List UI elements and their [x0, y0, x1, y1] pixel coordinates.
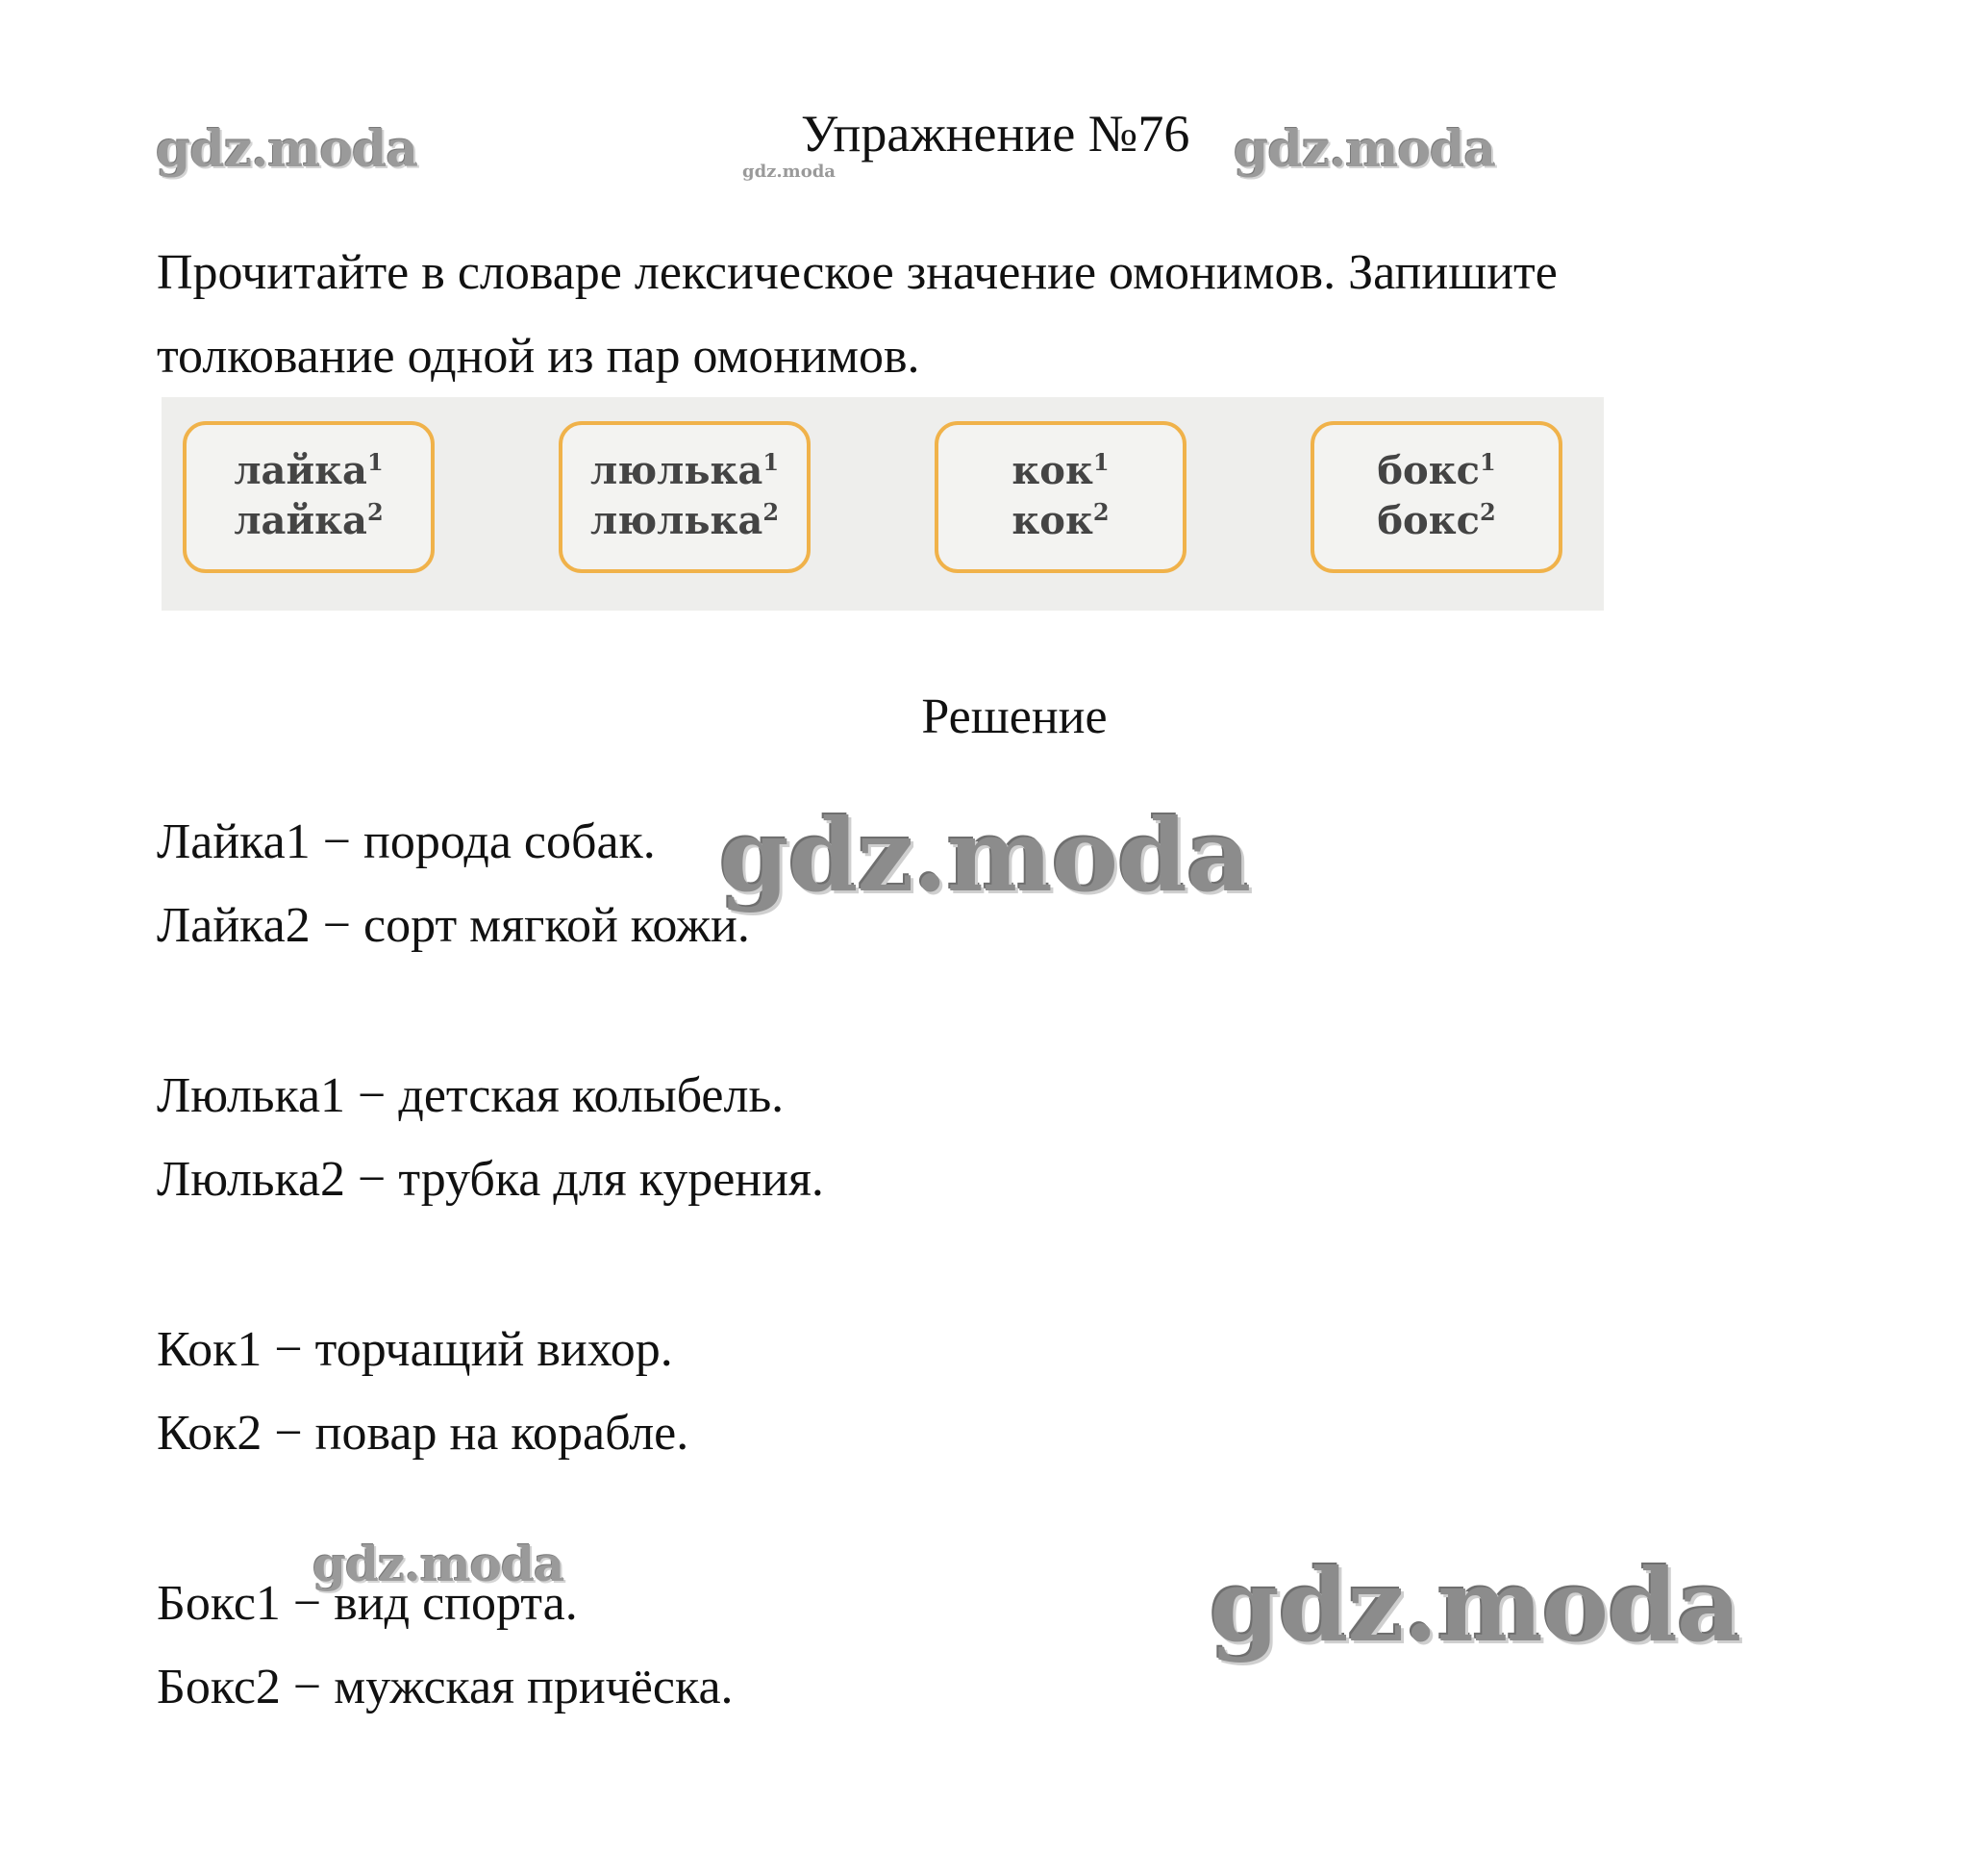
word-box-boks — [1311, 421, 1562, 573]
exercise-title: Упражнение №76 — [801, 105, 1190, 163]
answer-boks-1: Бокс1 − вид спорта. — [157, 1576, 578, 1631]
watermark-bottom-small: gdz.moda — [312, 1536, 564, 1592]
instruction-text — [157, 231, 1887, 398]
watermark-top-right: gdz.moda — [1234, 120, 1496, 179]
solution-title: Решение — [921, 689, 1108, 744]
watermark-middle: gdz.moda — [719, 796, 1251, 914]
word-lyulka-1: люлька$^1$ — [589, 448, 780, 493]
word-laika-2: лайка$^2$ — [234, 498, 384, 543]
homonym-word-strip — [162, 397, 1604, 611]
word-box-lyulka — [559, 421, 811, 573]
answer-laika-1: Лайка1 − порода собак. — [157, 814, 656, 869]
answer-kok-2: Кок2 − повар на корабле. — [157, 1406, 689, 1461]
word-boks-2: бокс$^2$ — [1377, 498, 1496, 543]
watermark-top-left: gdz.moda — [156, 120, 418, 179]
watermark-tiny: gdz.moda — [742, 162, 836, 182]
instruction-line-1: Прочитайте в словаре лексическое значение омонимов. Запишите — [157, 245, 1558, 300]
answer-laika-2: Лайка2 − сорт мягкой кожи. — [157, 898, 750, 953]
answer-lyulka-1: Люлька1 − детская колыбель. — [157, 1068, 785, 1123]
answer-kok-1: Кок1 − торчащий вихор. — [157, 1322, 673, 1377]
instruction-line-2: толкование одной из пар омонимов. — [157, 329, 920, 384]
watermark-bottom-right: gdz.moda — [1210, 1546, 1741, 1664]
answer-lyulka-2: Люлька2 − трубка для курения. — [157, 1152, 824, 1207]
word-kok-2: кок$^2$ — [1011, 498, 1110, 543]
word-lyulka-2: люлька$^2$ — [589, 498, 780, 543]
answer-boks-2: Бокс2 − мужская причёска. — [157, 1660, 734, 1714]
word-kok-1: кок$^1$ — [1011, 448, 1110, 493]
word-box-laika — [183, 421, 435, 573]
word-laika-1: лайка$^1$ — [234, 448, 384, 493]
word-box-kok — [935, 421, 1186, 573]
word-boks-1: бокс$^1$ — [1377, 448, 1496, 493]
